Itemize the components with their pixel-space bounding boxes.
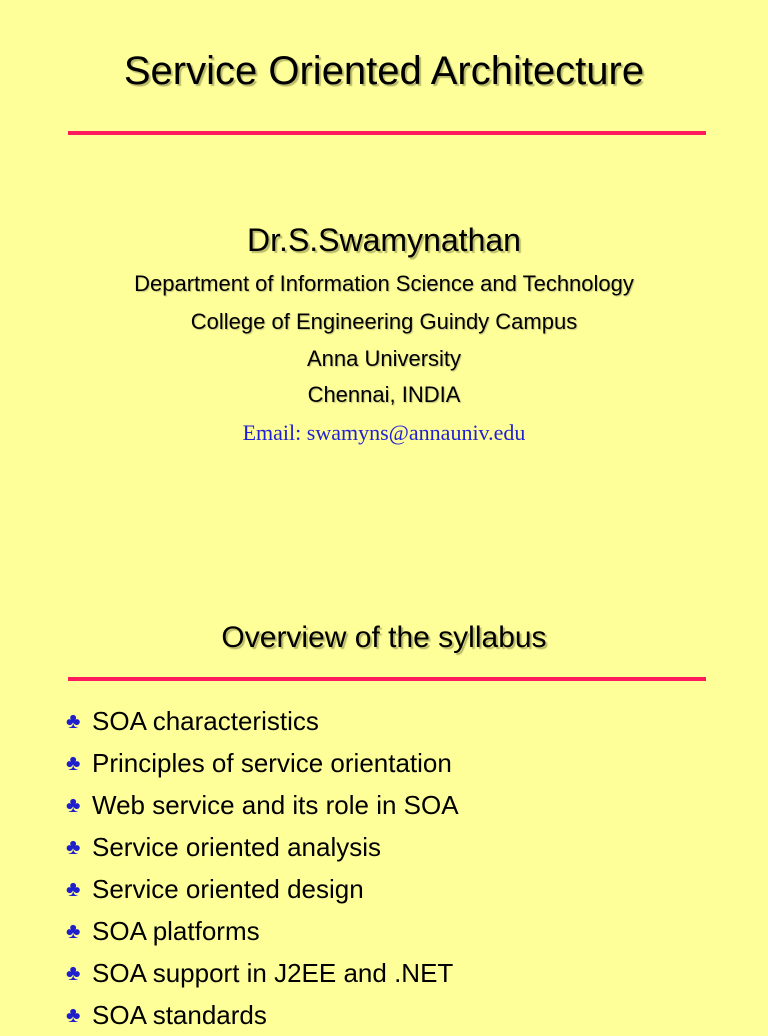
affiliation-location: Chennai, INDIA (307, 382, 461, 407)
slide-title-heading: Service Oriented Architecture (123, 49, 645, 93)
list-item-text: Service oriented design (92, 874, 364, 904)
title-divider (68, 131, 706, 135)
list-item-text: SOA characteristics (92, 706, 319, 736)
list-item-text: Web service and its role in SOA (92, 790, 459, 820)
list-item-text: SOA standards (92, 1000, 267, 1030)
list-item (66, 994, 459, 1036)
list-item-text: SOA support in J2EE and .NET (92, 958, 454, 988)
club-icon: ♣ (66, 834, 81, 859)
club-icon: ♣ (66, 792, 81, 817)
list-item (66, 784, 459, 826)
club-icon: ♣ (66, 708, 81, 733)
list-item (66, 952, 459, 994)
overview-divider (68, 677, 706, 681)
list-item-text: SOA platforms (92, 916, 260, 946)
syllabus-list (66, 700, 459, 1036)
list-item (66, 910, 459, 952)
list-item (66, 826, 459, 868)
author-name: Dr.S.Swamynathan (247, 222, 521, 258)
overview-heading: Overview of the syllabus (221, 621, 547, 654)
club-icon: ♣ (66, 960, 81, 985)
list-item-text: Service oriented analysis (92, 832, 382, 862)
slide-overview (0, 560, 768, 1030)
club-icon: ♣ (66, 750, 81, 775)
list-item (66, 868, 459, 910)
club-icon: ♣ (66, 876, 81, 901)
affiliation-college: College of Engineering Guindy Campus (190, 309, 578, 334)
club-icon: ♣ (66, 918, 81, 943)
list-item (66, 742, 459, 784)
list-item (66, 700, 459, 742)
list-item-text: Principles of service orientation (92, 748, 452, 778)
affiliation-university: Anna University (306, 346, 462, 371)
email-link[interactable]: Email: swamyns@annauniv.edu (242, 420, 526, 445)
club-icon: ♣ (66, 1002, 81, 1027)
affiliation-department: Department of Information Science and Technology (134, 271, 634, 296)
